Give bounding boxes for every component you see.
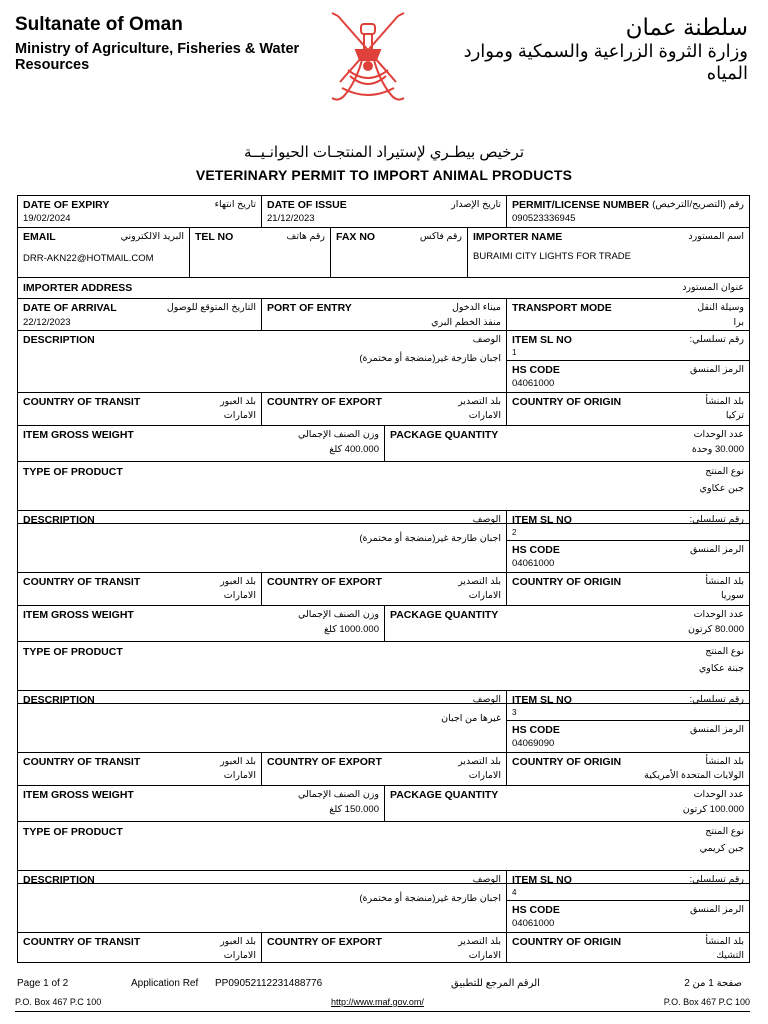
package-quantity-label: PACKAGE QUANTITY bbox=[390, 609, 499, 621]
weight-label: ITEM GROSS WEIGHT bbox=[23, 789, 134, 801]
item-sl-value: 2 bbox=[512, 528, 517, 537]
hs-code-label: HS CODE bbox=[512, 364, 560, 376]
permit-number-cell bbox=[507, 196, 749, 227]
export-cell bbox=[262, 933, 507, 963]
description-label-ar: الوصف bbox=[472, 694, 501, 705]
issue-date-cell bbox=[262, 196, 507, 227]
hs-code-cell bbox=[507, 541, 749, 572]
hs-code-label: HS CODE bbox=[512, 544, 560, 556]
transport-mode-label: TRANSPORT MODE bbox=[512, 302, 612, 314]
item-sl-label-ar: رقم تسلسلي: bbox=[689, 694, 744, 705]
item-sl-label: ITEM SL NO bbox=[512, 334, 572, 346]
tel-cell bbox=[190, 228, 331, 277]
importer-name-value: BURAIMI CITY LIGHTS FOR TRADE bbox=[473, 251, 632, 262]
origin-value: تركيا bbox=[725, 410, 744, 421]
application-ref-value: PP09052112231488776 bbox=[215, 978, 323, 989]
ministry-header-english bbox=[15, 14, 305, 73]
item-sl-cell bbox=[507, 331, 749, 361]
transit-value: الامارات bbox=[223, 410, 256, 421]
package-quantity-label-ar: عدد الوحدات bbox=[693, 609, 744, 620]
transit-label: COUNTRY OF TRANSIT bbox=[23, 756, 141, 768]
product-type-label: TYPE OF PRODUCT bbox=[23, 826, 123, 838]
transit-value: الامارات bbox=[223, 950, 256, 961]
export-cell bbox=[262, 753, 507, 785]
transit-label: COUNTRY OF TRANSIT bbox=[23, 936, 141, 948]
transit-label-ar: بلد العبور bbox=[220, 936, 256, 947]
item-type-row bbox=[18, 642, 749, 691]
item-sl-label-ar: رقم تسلسلي: bbox=[689, 334, 744, 345]
transport-mode-cell bbox=[507, 299, 749, 330]
hs-code-label-ar: الرمز المنسق bbox=[689, 544, 744, 555]
item-description-cell bbox=[18, 511, 507, 572]
hs-code-value: 04061000 bbox=[512, 558, 555, 569]
package-quantity-label-ar: عدد الوحدات bbox=[693, 789, 744, 800]
port-of-entry-cell bbox=[262, 299, 507, 330]
origin-label-ar: بلد المنشأ bbox=[705, 576, 744, 587]
product-type-cell bbox=[18, 822, 749, 870]
description-label: DESCRIPTION bbox=[23, 514, 95, 526]
product-type-cell bbox=[18, 462, 749, 510]
item-sl-cell bbox=[507, 691, 749, 721]
email-cell bbox=[18, 228, 190, 277]
item-description-value: اجبان طازجة غير(منضجة أو مختمرة) bbox=[359, 353, 501, 364]
export-cell bbox=[262, 573, 507, 605]
permit-number-value: 090523336945 bbox=[512, 213, 576, 224]
item-sl-value: 1 bbox=[512, 348, 517, 357]
hs-code-label-ar: الرمز المنسق bbox=[689, 904, 744, 915]
export-value: الامارات bbox=[468, 590, 501, 601]
item-description-row bbox=[18, 511, 749, 573]
tel-label: TEL NO bbox=[195, 231, 234, 243]
hs-code-cell bbox=[507, 901, 749, 932]
transit-label-ar: بلد العبور bbox=[220, 756, 256, 767]
weight-label-ar: وزن الصنف الإجمالي bbox=[297, 429, 379, 440]
permit-number-label-ar: رقم (التصريح/الترخيص) bbox=[652, 199, 744, 210]
page-footer bbox=[17, 978, 750, 998]
item-description-value: اجبان طازجة غير(منضجة أو مختمرة) bbox=[359, 893, 501, 904]
arrival-date-label-ar: التاريخ المتوقع للوصول bbox=[166, 302, 256, 313]
permit-form bbox=[17, 195, 750, 963]
origin-label-ar: بلد المنشأ bbox=[705, 936, 744, 947]
item-sl-label: ITEM SL NO bbox=[512, 874, 572, 886]
origin-value: سوريا bbox=[721, 590, 744, 601]
tel-label-ar: رقم هاتف bbox=[286, 231, 325, 242]
package-quantity-value: 30.000 وحدة bbox=[691, 444, 744, 455]
weight-value: 150.000 كلغ bbox=[329, 804, 379, 815]
arrival-date-cell bbox=[18, 299, 262, 330]
weight-cell bbox=[18, 786, 385, 821]
export-label: COUNTRY OF EXPORT bbox=[267, 936, 382, 948]
product-type-label-ar: نوع المنتج bbox=[705, 646, 744, 657]
arrival-date-value: 22/12/2023 bbox=[23, 317, 71, 328]
fax-label: FAX NO bbox=[336, 231, 376, 243]
port-of-entry-label: PORT OF ENTRY bbox=[267, 302, 352, 314]
package-quantity-label-ar: عدد الوحدات bbox=[693, 429, 744, 440]
origin-value: الولايات المتحدة الأمريكية bbox=[644, 770, 744, 781]
transit-label: COUNTRY OF TRANSIT bbox=[23, 576, 141, 588]
permit-number-label: PERMIT/LICENSE NUMBER bbox=[512, 199, 650, 211]
expiry-label: DATE OF EXPIRY bbox=[23, 199, 110, 211]
item-sl-label-ar: رقم تسلسلي: bbox=[689, 874, 744, 885]
contact-row bbox=[18, 228, 749, 278]
description-label-ar: الوصف bbox=[472, 874, 501, 885]
fax-label-ar: رقم فاكس bbox=[419, 231, 462, 242]
origin-label: COUNTRY OF ORIGIN bbox=[512, 576, 622, 588]
weight-cell bbox=[18, 606, 385, 641]
arrival-date-label: DATE OF ARRIVAL bbox=[23, 302, 117, 314]
item-description-value: اجبان طازجة غير(منضجة أو مختمرة) bbox=[359, 533, 501, 544]
item-description-cell bbox=[18, 871, 507, 932]
transport-mode-label-ar: وسيلة النقل bbox=[697, 302, 744, 313]
weight-label: ITEM GROSS WEIGHT bbox=[23, 429, 134, 441]
transit-label-ar: بلد العبور bbox=[220, 396, 256, 407]
oman-khanjar-emblem-icon bbox=[318, 10, 418, 106]
item-sl-cell bbox=[507, 871, 749, 901]
importer-name-label-ar: اسم المستورد bbox=[688, 231, 744, 242]
origin-cell bbox=[507, 753, 749, 785]
origin-label: COUNTRY OF ORIGIN bbox=[512, 756, 622, 768]
transit-cell bbox=[18, 933, 262, 963]
product-type-label-ar: نوع المنتج bbox=[705, 466, 744, 477]
hs-code-label-ar: الرمز المنسق bbox=[689, 724, 744, 735]
port-of-entry-value: منفذ الخطم البري bbox=[431, 317, 501, 328]
item-countries-row bbox=[18, 393, 749, 426]
weight-label: ITEM GROSS WEIGHT bbox=[23, 609, 134, 621]
application-ref-label: Application Ref bbox=[131, 978, 199, 989]
product-type-value: جبن عكاوي bbox=[699, 483, 744, 494]
item-countries-row bbox=[18, 573, 749, 606]
email-label: EMAIL bbox=[23, 231, 56, 243]
package-quantity-value: 80.000 كرتون bbox=[688, 624, 744, 635]
export-label-ar: بلد التصدير bbox=[458, 756, 501, 767]
weight-cell bbox=[18, 426, 385, 461]
country-name-ar: سلطنة عمان bbox=[625, 14, 748, 40]
weight-value: 400.000 كلغ bbox=[329, 444, 379, 455]
po-box-left: P.O. Box 467 P.C 100 bbox=[15, 997, 102, 1007]
email-label-ar: البريد الالكتروني bbox=[120, 231, 184, 242]
origin-cell bbox=[507, 933, 749, 963]
transit-cell bbox=[18, 573, 262, 605]
transit-label: COUNTRY OF TRANSIT bbox=[23, 396, 141, 408]
item-sl-value: 4 bbox=[512, 888, 517, 897]
hs-code-value: 04061000 bbox=[512, 378, 555, 389]
item-description-row bbox=[18, 331, 749, 393]
ministry-name-en: Ministry of Agriculture, Fisheries & Water Resources bbox=[15, 41, 300, 73]
origin-label-ar: بلد المنشأ bbox=[705, 396, 744, 407]
bottom-divider bbox=[15, 1011, 750, 1012]
document-title-en: VETERINARY PERMIT TO IMPORT ANIMAL PRODUCTS bbox=[195, 167, 573, 183]
item-countries-row bbox=[18, 753, 749, 786]
weight-label-ar: وزن الصنف الإجمالي bbox=[297, 789, 379, 800]
page-number-ar: صفحة 1 من 2 bbox=[684, 978, 742, 989]
export-label-ar: بلد التصدير bbox=[458, 576, 501, 587]
product-type-label: TYPE OF PRODUCT bbox=[23, 466, 123, 478]
package-quantity-cell bbox=[385, 786, 749, 821]
country-name-en: Sultanate of Oman bbox=[15, 14, 183, 35]
weight-label-ar: وزن الصنف الإجمالي bbox=[297, 609, 379, 620]
export-label-ar: بلد التصدير bbox=[458, 936, 501, 947]
application-ref-label-ar: الرقم المرجع للتطبيق bbox=[451, 978, 540, 989]
item-description-row bbox=[18, 871, 749, 933]
product-type-value: جبن كريمي bbox=[699, 843, 744, 854]
importer-address-row bbox=[18, 278, 749, 299]
po-box-right: P.O. Box 467 P.C 100 bbox=[663, 997, 750, 1007]
package-quantity-value: 100.000 كرتون bbox=[682, 804, 744, 815]
hs-code-cell bbox=[507, 361, 749, 392]
expiry-value: 19/02/2024 bbox=[23, 213, 71, 224]
document-title-ar: ترخيص بيطـري لإستيراد المنتجـات الحيوانـيــة bbox=[243, 144, 525, 161]
description-label: DESCRIPTION bbox=[23, 874, 95, 886]
item-description-row bbox=[18, 691, 749, 753]
transit-value: الامارات bbox=[223, 770, 256, 781]
origin-cell bbox=[507, 393, 749, 425]
item-sl-label-ar: رقم تسلسلي: bbox=[689, 514, 744, 525]
hs-code-value: 04061000 bbox=[512, 918, 555, 929]
description-label: DESCRIPTION bbox=[23, 334, 95, 346]
issue-label-ar: تاريخ الإصدار bbox=[451, 199, 501, 210]
origin-value: التشيك bbox=[716, 950, 744, 961]
hs-code-value: 04069090 bbox=[512, 738, 555, 749]
issue-label: DATE OF ISSUE bbox=[267, 199, 347, 211]
origin-label-ar: بلد المنشأ bbox=[705, 756, 744, 767]
ministry-name-ar: وزارة الثروة الزراعية والسمكية وموارد المياه bbox=[463, 41, 748, 83]
item-sl-label: ITEM SL NO bbox=[512, 514, 572, 526]
item-weight-row bbox=[18, 606, 749, 642]
description-label-ar: الوصف bbox=[472, 514, 501, 525]
origin-cell bbox=[507, 573, 749, 605]
package-quantity-label: PACKAGE QUANTITY bbox=[390, 429, 499, 441]
export-label-ar: بلد التصدير bbox=[458, 396, 501, 407]
product-type-label: TYPE OF PRODUCT bbox=[23, 646, 123, 658]
item-weight-row bbox=[18, 786, 749, 822]
item-description-cell bbox=[18, 331, 507, 392]
hs-code-label: HS CODE bbox=[512, 904, 560, 916]
origin-label: COUNTRY OF ORIGIN bbox=[512, 396, 622, 408]
hs-code-label-ar: الرمز المنسق bbox=[689, 364, 744, 375]
issue-value: 21/12/2023 bbox=[267, 213, 315, 224]
item-description-cell bbox=[18, 691, 507, 752]
origin-label: COUNTRY OF ORIGIN bbox=[512, 936, 622, 948]
transport-mode-value: برا bbox=[733, 317, 744, 328]
fax-cell bbox=[331, 228, 468, 277]
email-value: DRR-AKN22@HOTMAIL.COM bbox=[23, 253, 154, 264]
permit-dates-row bbox=[18, 196, 749, 228]
importer-name-label: IMPORTER NAME bbox=[473, 231, 563, 243]
export-label: COUNTRY OF EXPORT bbox=[267, 756, 382, 768]
item-sl-value: 3 bbox=[512, 708, 517, 717]
description-label: DESCRIPTION bbox=[23, 694, 95, 706]
export-value: الامارات bbox=[468, 770, 501, 781]
description-label-ar: الوصف bbox=[472, 334, 501, 345]
weight-value: 1000.000 كلغ bbox=[324, 624, 379, 635]
importer-address-label-ar: عنوان المستورد bbox=[682, 282, 744, 293]
export-label: COUNTRY OF EXPORT bbox=[267, 396, 382, 408]
product-type-cell bbox=[18, 642, 749, 690]
transit-value: الامارات bbox=[223, 590, 256, 601]
importer-name-cell bbox=[468, 228, 749, 277]
importer-address-label: IMPORTER ADDRESS bbox=[23, 282, 133, 294]
transit-label-ar: بلد العبور bbox=[220, 576, 256, 587]
item-sl-label: ITEM SL NO bbox=[512, 694, 572, 706]
item-sl-cell bbox=[507, 511, 749, 541]
page-number-en: Page 1 of 2 bbox=[17, 978, 69, 989]
port-of-entry-label-ar: ميناء الدخول bbox=[451, 302, 501, 313]
export-cell bbox=[262, 393, 507, 425]
hs-code-label: HS CODE bbox=[512, 724, 560, 736]
item-weight-row bbox=[18, 426, 749, 462]
expiry-label-ar: تاريخ انتهاء bbox=[214, 199, 256, 210]
export-value: الامارات bbox=[468, 410, 501, 421]
item-type-row bbox=[18, 822, 749, 871]
arrival-row bbox=[18, 299, 749, 331]
product-type-value: جبنة عكاوي bbox=[698, 663, 744, 674]
item-type-row bbox=[18, 462, 749, 511]
item-description-value: غيرها من اجبان bbox=[441, 713, 501, 724]
transit-cell bbox=[18, 393, 262, 425]
product-type-label-ar: نوع المنتج bbox=[705, 826, 744, 837]
export-value: الامارات bbox=[468, 950, 501, 961]
ministry-header-arabic bbox=[458, 14, 748, 84]
transit-cell bbox=[18, 753, 262, 785]
package-quantity-cell bbox=[385, 606, 749, 641]
package-quantity-cell bbox=[385, 426, 749, 461]
item-countries-row bbox=[18, 933, 749, 963]
ministry-website-link[interactable]: http://www.maf.gov.om/ bbox=[331, 997, 424, 1007]
export-label: COUNTRY OF EXPORT bbox=[267, 576, 382, 588]
expiry-date-cell bbox=[18, 196, 262, 227]
importer-address-cell bbox=[18, 278, 749, 298]
hs-code-cell bbox=[507, 721, 749, 752]
package-quantity-label: PACKAGE QUANTITY bbox=[390, 789, 499, 801]
